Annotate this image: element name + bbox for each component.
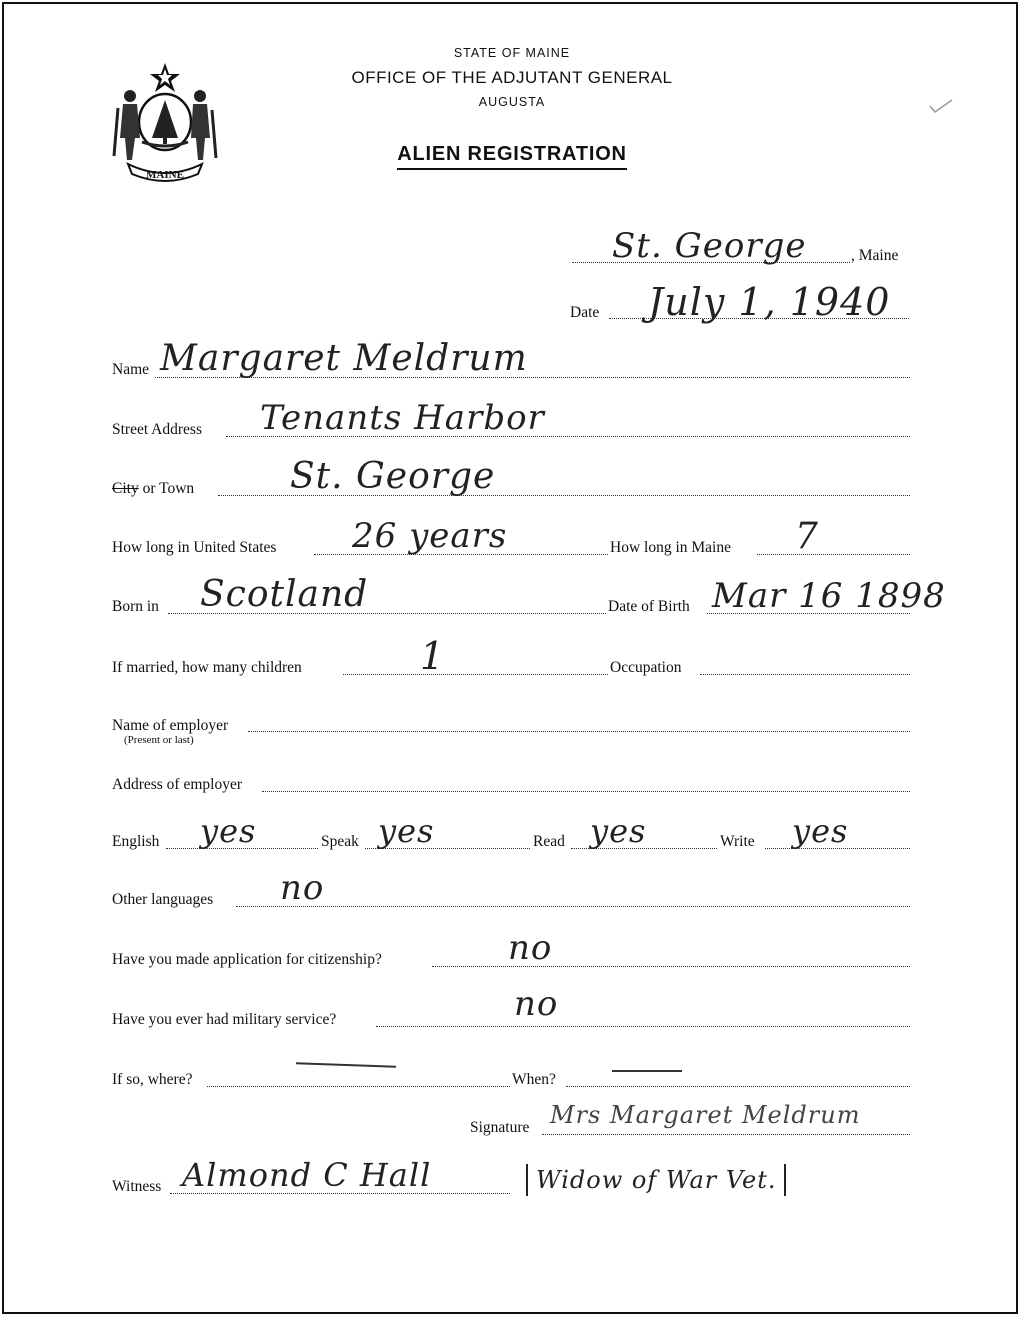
where-label: If so, where? <box>112 1071 193 1088</box>
widow-note: Widow of War Vet. <box>526 1164 786 1196</box>
check-mark-icon <box>928 98 954 114</box>
children-line <box>343 674 608 675</box>
maine-duration-line <box>757 554 910 555</box>
date-label: Date <box>570 304 600 321</box>
citizenship-label: Have you made application for citizenship? <box>112 951 382 968</box>
maine-duration-entry: 7 <box>795 516 819 557</box>
page-border <box>2 2 1018 1314</box>
employer-label: Name of employer <box>112 717 229 734</box>
place-suffix: , Maine <box>851 247 899 264</box>
office-heading: OFFICE OF THE ADJUTANT GENERAL <box>351 68 673 87</box>
maine-duration-label: How long in Maine <box>610 539 731 556</box>
witness-label: Witness <box>112 1178 162 1195</box>
name-entry: Margaret Meldrum <box>160 338 528 379</box>
date-entry: July 1, 1940 <box>648 280 891 324</box>
employer-address-line <box>262 791 910 792</box>
town-entry: St. George <box>290 456 496 497</box>
dob-entry: Mar 16 1898 <box>712 576 946 616</box>
city-heading: AUGUSTA <box>478 95 546 109</box>
name-label: Name <box>112 361 150 378</box>
us-duration-label: How long in United States <box>112 539 277 556</box>
born-in-entry: Scotland <box>200 574 369 615</box>
seal-banner-text: MAINE <box>146 169 184 181</box>
read-entry: yes <box>590 812 647 850</box>
write-entry: yes <box>792 812 849 850</box>
signature-line <box>542 1134 910 1135</box>
us-duration-entry: 26 years <box>352 516 508 556</box>
employer-address-label: Address of employer <box>112 776 242 793</box>
dob-label: Date of Birth <box>608 598 690 615</box>
speak-entry: yes <box>378 812 435 850</box>
signature-entry: Mrs Margaret Meldrum <box>550 1101 861 1129</box>
form-title: ALIEN REGISTRATION <box>312 143 712 166</box>
street-entry: Tenants Harbor <box>260 398 545 438</box>
witness-entry: Almond C Hall <box>182 1156 432 1194</box>
english-label: English <box>112 833 160 850</box>
other-languages-line <box>236 906 910 907</box>
citizenship-entry: no <box>508 928 553 968</box>
born-in-label: Born in <box>112 598 159 615</box>
occupation-line <box>700 674 910 675</box>
where-line <box>207 1086 510 1087</box>
military-line <box>376 1026 910 1027</box>
place-entry: St. George <box>612 226 807 266</box>
speak-label: Speak <box>321 833 359 850</box>
other-languages-entry: no <box>280 868 325 908</box>
other-languages-label: Other languages <box>112 891 214 908</box>
when-label: When? <box>512 1071 556 1088</box>
english-entry: yes <box>200 812 257 850</box>
when-dash-mark <box>612 1070 682 1072</box>
write-label: Write <box>720 833 755 850</box>
employer-line <box>248 731 910 732</box>
maine-state-seal-icon <box>110 60 220 185</box>
state-heading: STATE OF MAINE <box>453 46 571 60</box>
citizenship-line <box>432 966 910 967</box>
military-entry: no <box>514 984 559 1024</box>
employer-sublabel: (Present or last) <box>124 734 194 746</box>
city-town-label: City or Town <box>112 480 195 497</box>
children-entry: 1 <box>420 634 446 678</box>
children-label: If married, how many children <box>112 659 302 676</box>
military-label: Have you ever had military service? <box>112 1011 337 1028</box>
read-label: Read <box>533 833 565 850</box>
when-line <box>566 1086 910 1087</box>
occupation-label: Occupation <box>610 659 682 676</box>
street-label: Street Address <box>112 421 202 438</box>
signature-label: Signature <box>470 1119 530 1136</box>
